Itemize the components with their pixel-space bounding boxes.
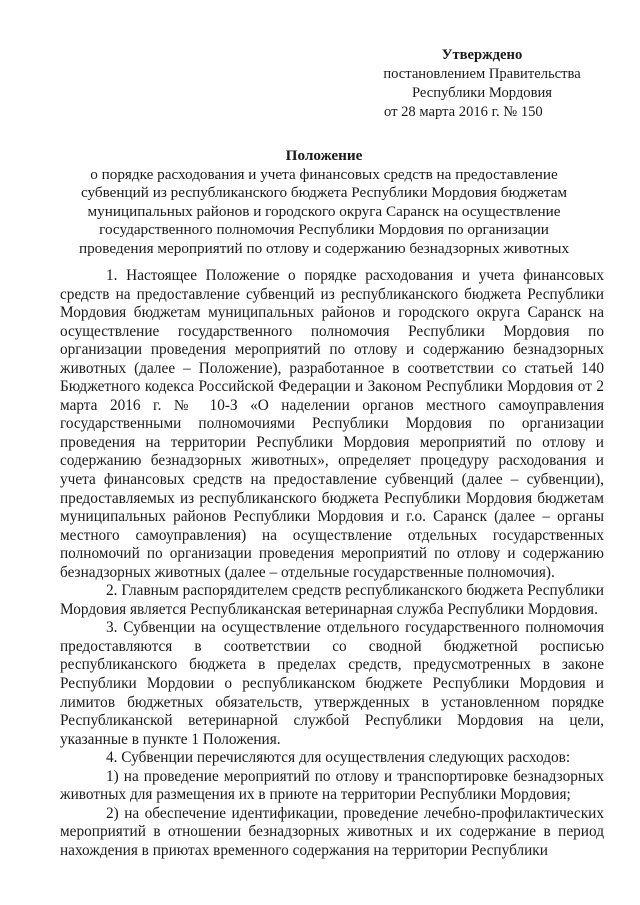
document-body <box>60 267 604 861</box>
paragraph-1: 1. Настоящее Положение о порядке расходования и учета финансовых средств на предоставление субвенций из республиканского бюджета Республики Мордовия бюджетам муниципальных районов и городского округа Саранск на осуществление государственного полномочия Республики Мордовия по организации проведения мероприятий по отлову и содержанию безнадзорных животных (далее – Положение), разработанное в соответствии со статьей 140 Бюджетного кодекса Российской Федерации и Законом Республики Мордовия от 2 марта 2016 г. № 10-З «О наделении органов местного самоуправления государственными полномочиями Республики Мордовия по организации проведения на территории Республики Мордовия мероприятий по отлову и содержанию безнадзорных животных», определяет процедуру расходования и учета финансовых средств на предоставление субвенций (далее – субвенции), предоставляемых из республиканского бюджета Республики Мордовия бюджетам муниципальных районов Республики Мордовия и г.о. Саранск (далее – органы местного самоуправления) на осуществление отдельных государственных полномочий по организации проведения мероприятий по отлову и содержанию безнадзорных животных (далее – отдельные государственные полномочия). <box>60 267 604 581</box>
paragraph-4: 4. Субвенции перечисляются для осуществления следующих расходов: <box>106 749 571 767</box>
document-subtitle-line: проведения мероприятий по отлову и содержанию безнадзорных животных <box>78 239 570 257</box>
approval-title: Утверждено <box>441 47 523 63</box>
document-title: Положение <box>285 147 363 164</box>
paragraph-4-item-2: 2) на обеспечение идентификации, проведение лечебно-профилактических мероприятий в отношении безнадзорных животных и их содержание в период нахождения в приютах временного содержания на территории Республики <box>60 804 604 859</box>
document-subtitle-line: о порядке расходования и учета финансовых средств на предоставление <box>90 165 558 183</box>
document-subtitle-line: субвенций из республиканского бюджета Республики Мордовия бюджетам <box>80 184 568 201</box>
paragraph-4-item-1: 1) на проведение мероприятий по отлову и транспортировке безнадзорных животных для размещения их в приюте на территории Республики Мордовия; <box>60 767 604 804</box>
document-subtitle-line: государственного полномочия Республики Мордовия по организации <box>99 221 549 238</box>
approval-date: от 28 марта 2016 г. № 150 <box>384 104 543 120</box>
approval-authority: постановлением Правительства <box>383 66 581 82</box>
approval-block <box>372 46 592 122</box>
paragraph-2: 2. Главным распорядителем средств республиканского бюджета Республики Мордовия является Республиканская ветеринарная служба Республики Мордовия. <box>60 582 604 618</box>
approval-region: Республики Мордовия <box>411 85 552 101</box>
paragraph-3: 3. Субвенции на осуществление отдельного государственного полномочия предоставляются в соответствии со сводной бюджетной росписью республиканского бюджета в пределах средств, предусмотренных в законе Республики Мордовии о республиканском бюджете Республики Мордовия и лимитов бюджетных обязательств, утвержденных в установленном порядке Республиканской ветеринарной службой Республики Мордовия на цели, указанные в пункте 1 Положения. <box>60 619 604 748</box>
document-heading <box>40 147 608 258</box>
document-subtitle-line: муниципальных районов и городского округа Саранск на осуществление <box>87 202 561 220</box>
